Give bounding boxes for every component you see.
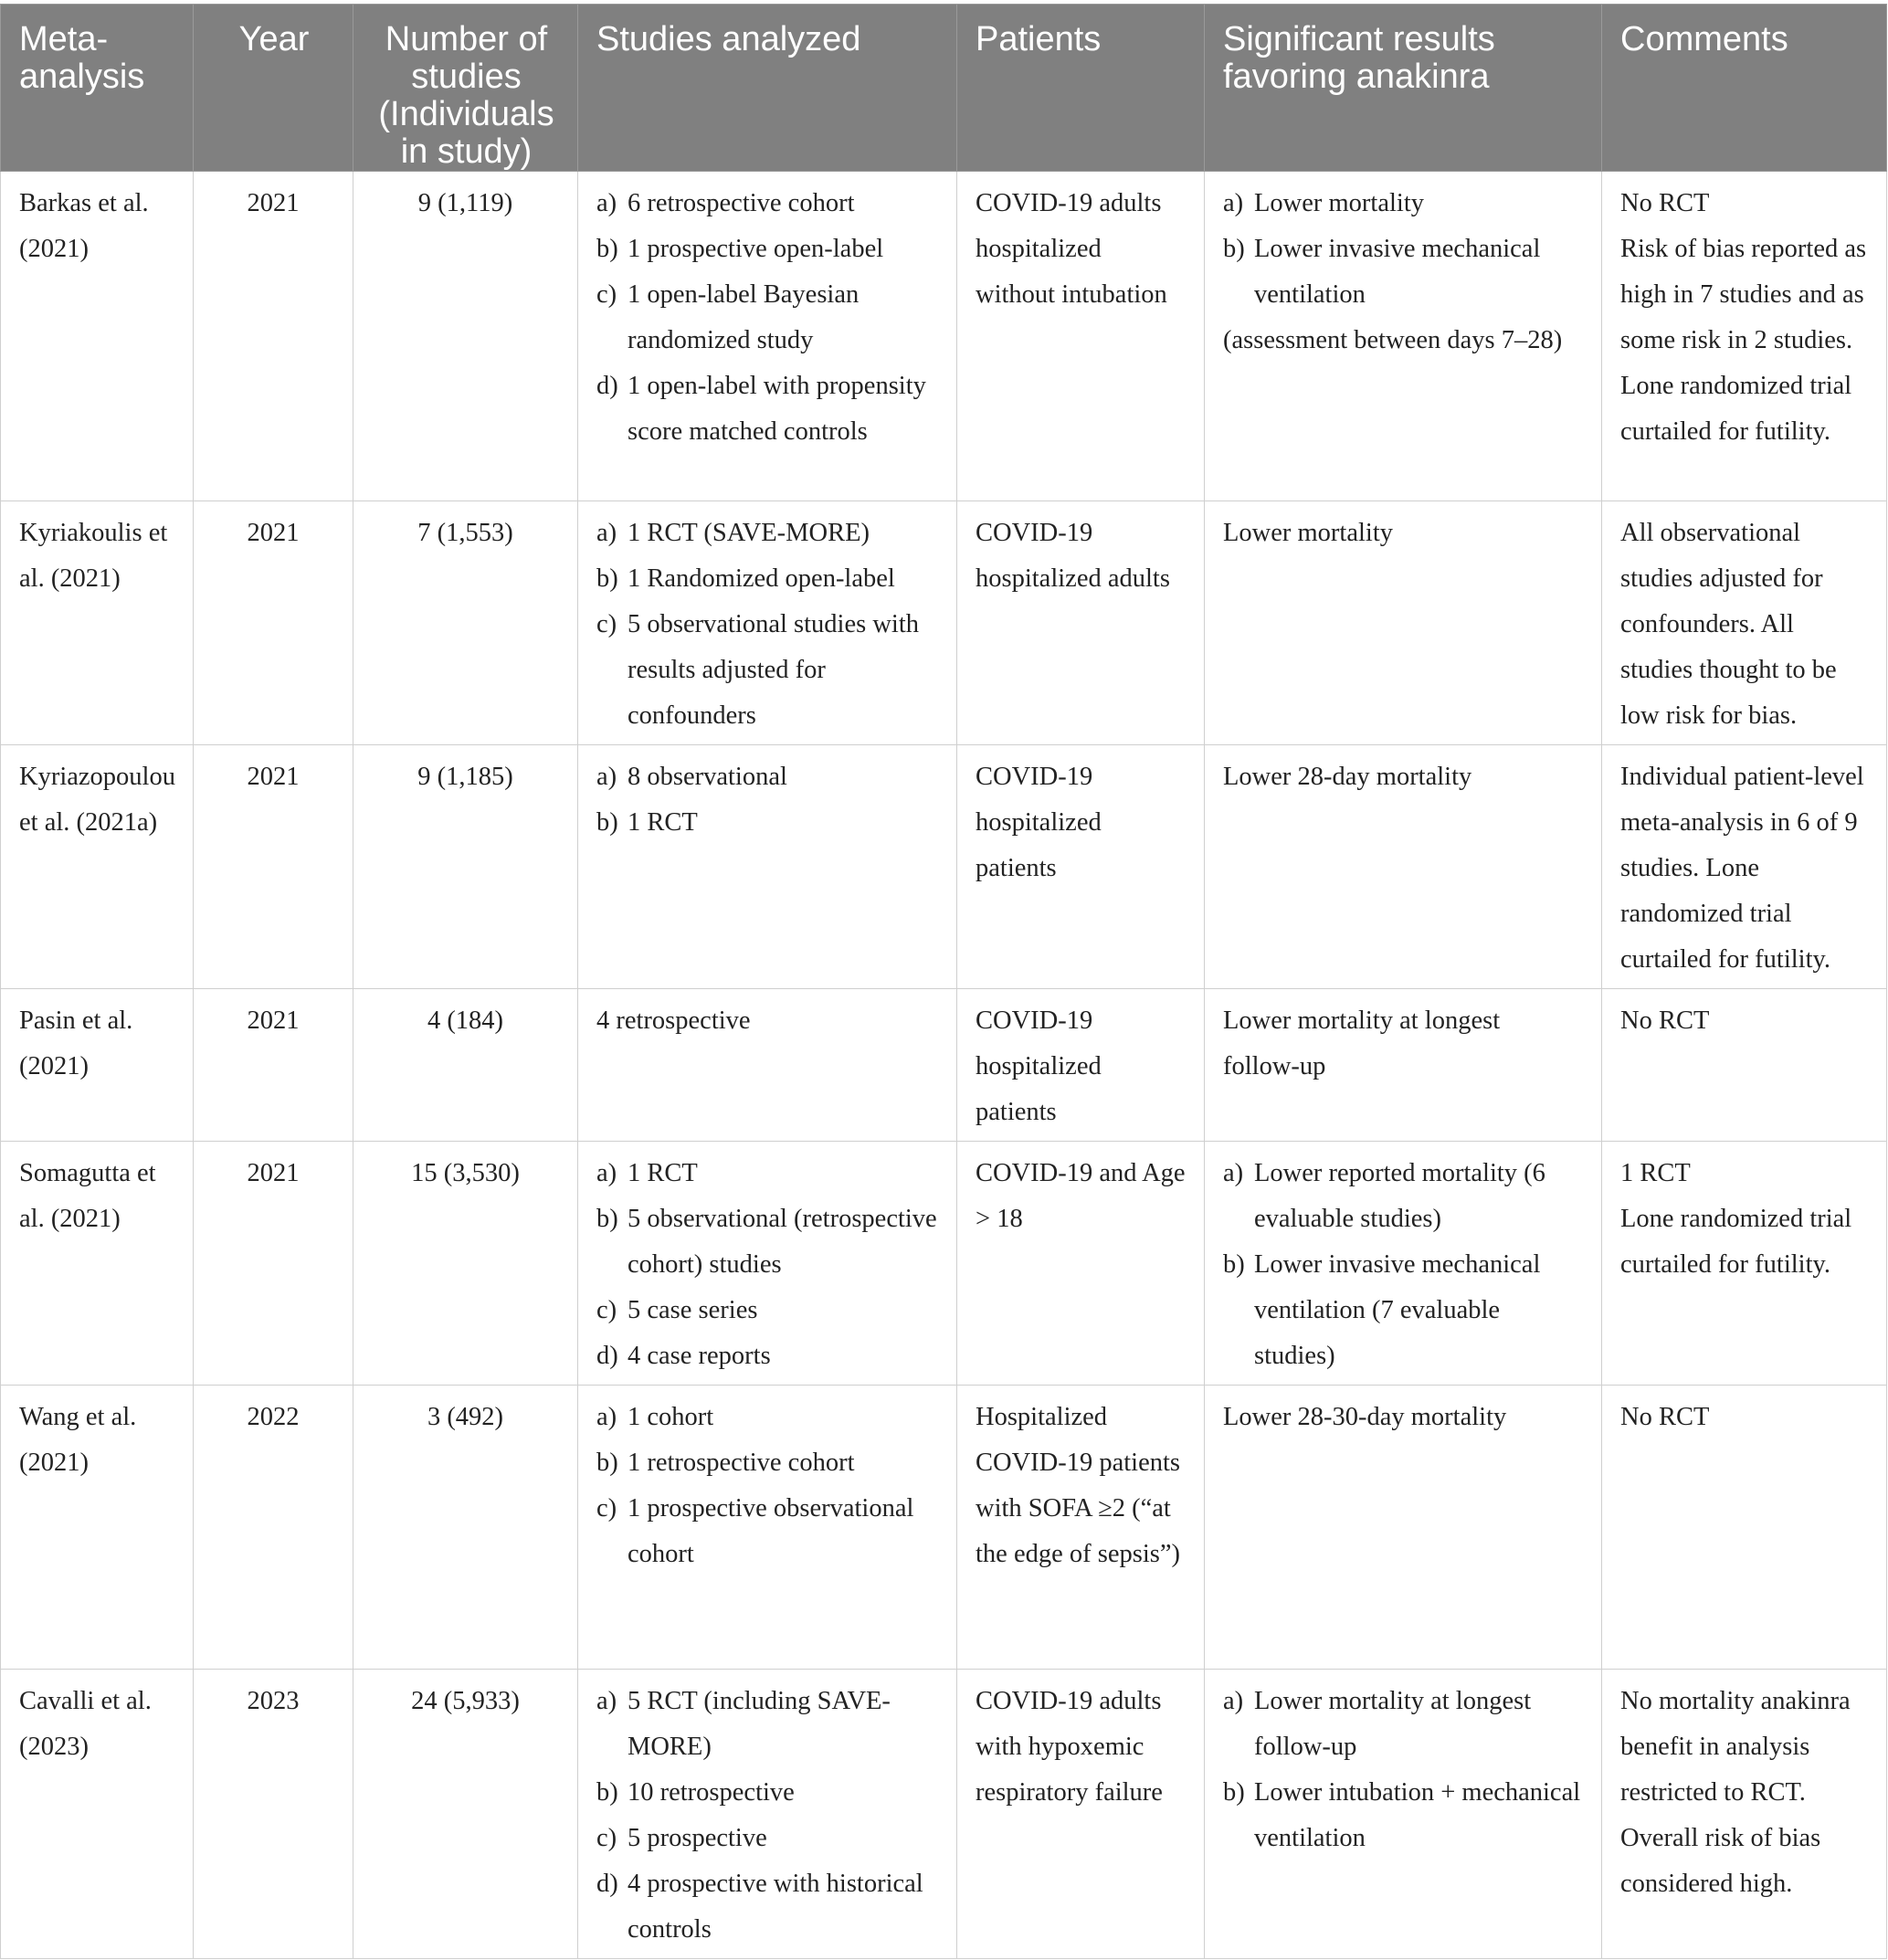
studies-analyzed-cell (578, 501, 957, 745)
table-body (1, 172, 1887, 1959)
header-comments: Comments (1602, 5, 1887, 172)
list-item: d) 4 prospective with historical controls (596, 1870, 923, 1944)
number-of-studies-cell: 24 (5,933) (353, 1670, 578, 1959)
list-item: b) Lower invasive mechanical ventilation (1223, 235, 1541, 309)
table-row (1, 989, 1887, 1142)
results-cell (1205, 1142, 1602, 1386)
list-item: b) Lower invasive mechanical ventilation (7 evaluable studies) (1223, 1250, 1541, 1370)
list-item: d) 1 open-label with propensity score matched controls (596, 372, 926, 446)
studies-analyzed-cell (578, 1142, 957, 1386)
studies-list (596, 1151, 938, 1379)
table-row (1, 1386, 1887, 1670)
list-item: a) Lower mortality (1223, 189, 1424, 217)
studies-list (596, 754, 938, 846)
studies-analyzed-cell: 4 retrospective (578, 989, 957, 1142)
list-item: d) 4 case reports (596, 1342, 771, 1370)
header-patients: Patients (957, 5, 1205, 172)
list-item: a) 6 retrospective cohort (596, 189, 855, 217)
results-list (1223, 1151, 1583, 1379)
results-cell: Lower 28-30-day mortality (1205, 1386, 1602, 1670)
comments-cell: All observational studies adjusted for confounders. All studies thought to be low risk for bias. (1602, 501, 1887, 745)
results-cell: Lower 28-day mortality (1205, 745, 1602, 989)
studies-list (596, 181, 938, 455)
list-item: a) 1 RCT (596, 1159, 698, 1187)
comments-cell: Individual patient-level meta-analysis in 6 of 9 studies. Lone randomized trial curtailed for futility. (1602, 745, 1887, 989)
studies-analyzed-cell (578, 1670, 957, 1959)
studies-list (596, 1679, 938, 1953)
header-significant-results: Significant results favoring anakinra (1205, 5, 1602, 172)
results-list (1223, 1679, 1583, 1861)
list-item: b) 1 retrospective cohort (596, 1449, 855, 1477)
meta-analysis-citation-link[interactable]: Kyriazopoulou et al. (2021a) (1, 745, 194, 989)
header-year: Year (194, 5, 353, 172)
header-meta-analysis: Meta-analysis (1, 5, 194, 172)
patients-cell: COVID-19 hospitalized patients (957, 989, 1205, 1142)
list-item: b) 1 RCT (596, 808, 698, 837)
results-cell (1205, 172, 1602, 501)
comments-cell: No mortality anakinra benefit in analysis restricted to RCT. Overall risk of bias considered high. (1602, 1670, 1887, 1959)
list-item: b) 1 Randomized open-label (596, 564, 895, 593)
list-item: a) Lower reported mortality (6 evaluable studies) (1223, 1159, 1545, 1233)
list-item: c) 1 prospective observational cohort (596, 1494, 914, 1568)
year-cell: 2021 (194, 745, 353, 989)
header-row (1, 5, 1887, 172)
meta-analysis-citation-link[interactable]: Barkas et al. (2021) (1, 172, 194, 501)
table-row (1, 1670, 1887, 1959)
meta-analysis-citation-link[interactable]: Somagutta et al. (2021) (1, 1142, 194, 1386)
comments-cell: No RCT Risk of bias reported as high in 7 studies and as some risk in 2 studies. Lone randomized trial curtailed for futility. (1602, 172, 1887, 501)
meta-analysis-table (0, 4, 1887, 1959)
patients-cell: COVID-19 hospitalized adults (957, 501, 1205, 745)
results-cell: Lower mortality (1205, 501, 1602, 745)
header-studies-analyzed: Studies analyzed (578, 5, 957, 172)
patients-cell: COVID-19 adults hospitalized without intubation (957, 172, 1205, 501)
year-cell: 2021 (194, 989, 353, 1142)
list-item: b) 1 prospective open-label (596, 235, 884, 263)
patients-cell: COVID-19 hospitalized patients (957, 745, 1205, 989)
table-row (1, 501, 1887, 745)
comments-cell: No RCT (1602, 1386, 1887, 1670)
year-cell: 2021 (194, 1142, 353, 1386)
studies-analyzed-cell (578, 745, 957, 989)
list-item: c) 5 observational studies with results adjusted for confounders (596, 610, 919, 730)
number-of-studies-cell: 9 (1,185) (353, 745, 578, 989)
list-item: a) Lower mortality at longest follow-up (1223, 1687, 1532, 1761)
list-item: a) 8 observational (596, 763, 787, 791)
number-of-studies-cell: 15 (3,530) (353, 1142, 578, 1386)
results-cell: Lower mortality at longest follow-up (1205, 989, 1602, 1142)
list-item: c) 1 open-label Bayesian randomized study (596, 280, 860, 354)
results-cell (1205, 1670, 1602, 1959)
header-number-of-studies: Number of studies (Individuals in study) (353, 5, 578, 172)
table-row (1, 1142, 1887, 1386)
year-cell: 2023 (194, 1670, 353, 1959)
meta-analysis-citation-link[interactable]: Cavalli et al. (2023) (1, 1670, 194, 1959)
patients-cell: COVID-19 and Age > 18 (957, 1142, 1205, 1386)
number-of-studies-cell: 3 (492) (353, 1386, 578, 1670)
studies-analyzed-cell (578, 1386, 957, 1670)
table-row (1, 172, 1887, 501)
year-cell: 2021 (194, 501, 353, 745)
year-cell: 2022 (194, 1386, 353, 1670)
list-item: a) 1 cohort (596, 1403, 714, 1431)
studies-analyzed-cell (578, 172, 957, 501)
table-row (1, 745, 1887, 989)
list-item: c) 5 prospective (596, 1824, 767, 1852)
number-of-studies-cell: 9 (1,119) (353, 172, 578, 501)
list-item: a) 1 RCT (SAVE-MORE) (596, 519, 870, 547)
number-of-studies-cell: 4 (184) (353, 989, 578, 1142)
comments-cell: 1 RCT Lone randomized trial curtailed for futility. (1602, 1142, 1887, 1386)
patients-cell: Hospitalized COVID-19 patients with SOFA ≥2 (“at the edge of sepsis”) (957, 1386, 1205, 1670)
comments-cell: No RCT (1602, 989, 1887, 1142)
year-cell: 2021 (194, 172, 353, 501)
number-of-studies-cell: 7 (1,553) (353, 501, 578, 745)
list-item: a) 5 RCT (including SAVE-MORE) (596, 1687, 891, 1761)
patients-cell: COVID-19 adults with hypoxemic respiratory failure (957, 1670, 1205, 1959)
studies-list (596, 1395, 938, 1577)
results-list (1223, 181, 1583, 318)
list-item: c) 5 case series (596, 1296, 758, 1324)
meta-analysis-citation-link[interactable]: Kyriakoulis et al. (2021) (1, 501, 194, 745)
results-note: (assessment between days 7–28) (1223, 326, 1563, 354)
meta-analysis-citation-link[interactable]: Pasin et al. (2021) (1, 989, 194, 1142)
studies-list (596, 511, 938, 739)
table-header (1, 5, 1887, 172)
list-item: b) 5 observational (retrospective cohort) studies (596, 1205, 937, 1279)
list-item: b) 10 retrospective (596, 1778, 795, 1807)
meta-analysis-citation-link[interactable]: Wang et al. (2021) (1, 1386, 194, 1670)
list-item: b) Lower intubation + mechanical ventilation (1223, 1778, 1581, 1852)
